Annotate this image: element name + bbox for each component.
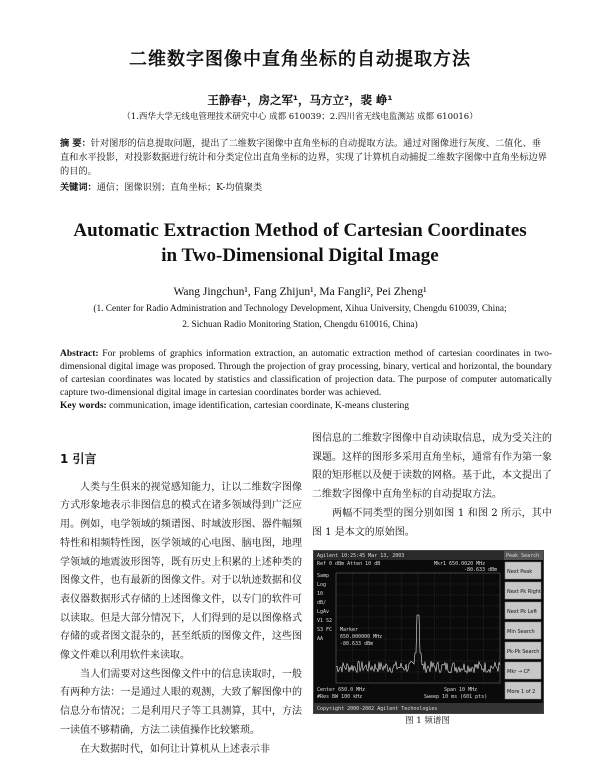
spectrum-figure — [313, 550, 544, 714]
chinese-abstract-text: 针对图形的信息提取问题，提出了二维数字图像中直角坐标的自动提取方法。通过对图像进行灰度、二值化、垂直和水平投影，对投影数据进行统计和分类定位出直角坐标的边界，实现了计算机自动捕捉二维数字图像中直角坐标边界的目的。 — [60, 138, 547, 177]
side-label: Log — [317, 582, 327, 588]
chinese-affiliation: （1.西华大学无线电管理技术研究中心 成都 610039；2.四川省无线电监测站 成都 610016） — [122, 112, 478, 122]
english-abstract — [60, 348, 552, 400]
paragraph: 当人们需要对这些图像文件中的信息读取时，一般有两种方法：一是通过人眼的观测，大致了解图像中的信息分布情况；二是利用尺子等工具测算，其中，方法一读值不够精确，方法二读值操作比较繁琐。 — [60, 668, 302, 736]
softkey-panel — [505, 562, 541, 699]
english-affiliation-2: 2. Sichuan Radio Monitoring Station, Chengdu 610016, China) — [182, 320, 418, 330]
softkey-button — [505, 602, 541, 619]
english-title-line1: Automatic Extraction Method of Cartesian Coordinates — [73, 220, 527, 241]
english-keywords — [60, 401, 552, 411]
english-keywords-text: communication, image identification, cartesian coordinate, K-means clustering — [109, 401, 410, 411]
paragraph: 两幅不同类型的图分别如图 1 和图 2 所示，其中图 1 是本文的原始图。 — [312, 507, 552, 538]
softkey-label: Next Pk Left — [507, 609, 538, 615]
english-authors: Wang Jingchun¹, Fang Zhijun¹, Ma Fangli², Pei Zheng¹ — [173, 286, 427, 298]
chinese-title: 二维数字图像中直角坐标的自动提取方法 — [129, 49, 471, 70]
softkey-label: Next Peak — [507, 569, 533, 575]
chinese-abstract — [60, 137, 550, 179]
softkey-label: Pk-Pk Search — [507, 649, 540, 655]
paragraph: 在大数据时代，如何让计算机从上述表示非 — [80, 743, 270, 755]
english-abstract-label: Abstract: — [60, 349, 99, 359]
side-label: dB/ — [317, 600, 327, 606]
figure-mkr-value: -80.633 dBm — [464, 567, 498, 573]
figure-header-right: Peak Search — [506, 553, 540, 559]
english-abstract-text: For problems of graphics information extraction, an automatic extraction method of cartesian coordinates in two-dimensional digital image was proposed. Through the projection of gray processing, binary, vertical and horizontal, the boundary of cartesian coordinates was located by statistics and classification of projection data. The purpose of computer automatically capture two-dimensional digital image in cartesian coordinates border was achieved. — [60, 349, 552, 398]
softkey-label: Next Pk Right — [507, 589, 541, 595]
side-label: S3 FC — [317, 627, 333, 633]
softkey-button — [505, 562, 541, 579]
english-keywords-label: Key words: — [60, 401, 107, 411]
softkey-button — [505, 682, 541, 699]
softkey-label: More 1 of 2 — [507, 689, 536, 695]
side-label: Samp — [317, 573, 330, 579]
marker-frequency: 650.000000 MHz — [340, 634, 383, 640]
figure-header-left: Agilent 10:25:45 Mar 13, 2003 — [317, 553, 405, 559]
section-title: 1 引言 — [60, 452, 97, 466]
paragraph: 人类与生俱来的视觉感知能力，让以二维数字图像方式形象地表示非图信息的模式在诸多领域得到广泛应用。例如，电学领域的频谱图、时域波形图、器件幅频特性和相频特性图，医学领域的心电图、脑电图，地理学领域的地震波形图等，既有历史上积累的上述种类的图像文件，也有最新的图像文件。对于以轨迹数据和仪表仪器数据形式存储的上述图像文件，以专门的软件可以读取。但是大部分情况下，人们得到的是以图像格式存储的或者图文混杂的，甚至纸质的图像文件，这些图像文件难以利用软件来读取。 — [60, 481, 302, 662]
side-label: 10 — [317, 591, 324, 597]
marker-amplitude: -80.633 dBm — [340, 641, 374, 647]
softkey-button — [505, 582, 541, 599]
spectrum-screenshot — [314, 551, 543, 713]
paragraph: 图信息的二维数字图像中自动读取信息，成为受关注的课题。这样的图形多采用直角坐标，通常有作为第一象限的矩形框以及便于读数的网格。基于此，本文提出了二维数字图像中直角坐标的自动提取方法。 — [312, 433, 552, 501]
chinese-keywords-text: 通信；图像识别；直角坐标；K-均值聚类 — [96, 182, 263, 193]
marker-label: Marker — [340, 627, 359, 633]
left-column — [60, 450, 302, 759]
figure-res-bw: #Res BW 100 kHz — [317, 694, 363, 700]
english-title-line2: in Two-Dimensional Digital Image — [161, 245, 439, 266]
figure-ref: Ref 0 dBm Atten 10 dB — [317, 561, 381, 567]
right-column — [312, 430, 552, 542]
figure-sweep: Sweep 10 ms (601 pts) — [424, 694, 488, 700]
softkey-label: Min Search — [507, 629, 535, 635]
figure-caption: 图 1 频谱图 — [405, 716, 450, 726]
figure-mkr: Mkr1 650.0020 MHz — [434, 561, 486, 567]
english-affiliation-1: (1. Center for Radio Administration and Technology Development, Xihua University, Chengdu 610039, China; — [93, 304, 507, 314]
figure-copyright: Copyright 2000-2002 Agilent Technologies — [317, 706, 438, 712]
softkey-label: Mkr → CF — [507, 669, 531, 675]
chinese-keywords-label: 关键词： — [60, 182, 97, 193]
english-title — [0, 218, 600, 268]
chinese-authors: 王静春¹，房之军¹，马方立²，裴 峥¹ — [207, 93, 393, 107]
figure-center: Center 650.0 MHz — [317, 687, 366, 693]
side-label: V1 S2 — [317, 618, 333, 624]
softkey-button — [505, 642, 541, 659]
chinese-abstract-label: 摘 要： — [60, 138, 91, 149]
side-label: AA — [317, 636, 324, 642]
chinese-keywords — [60, 179, 550, 193]
softkey-button — [505, 662, 541, 679]
side-label: LgAv — [317, 609, 330, 615]
figure-span: Span 10 MHz — [444, 687, 478, 693]
softkey-button — [505, 622, 541, 639]
